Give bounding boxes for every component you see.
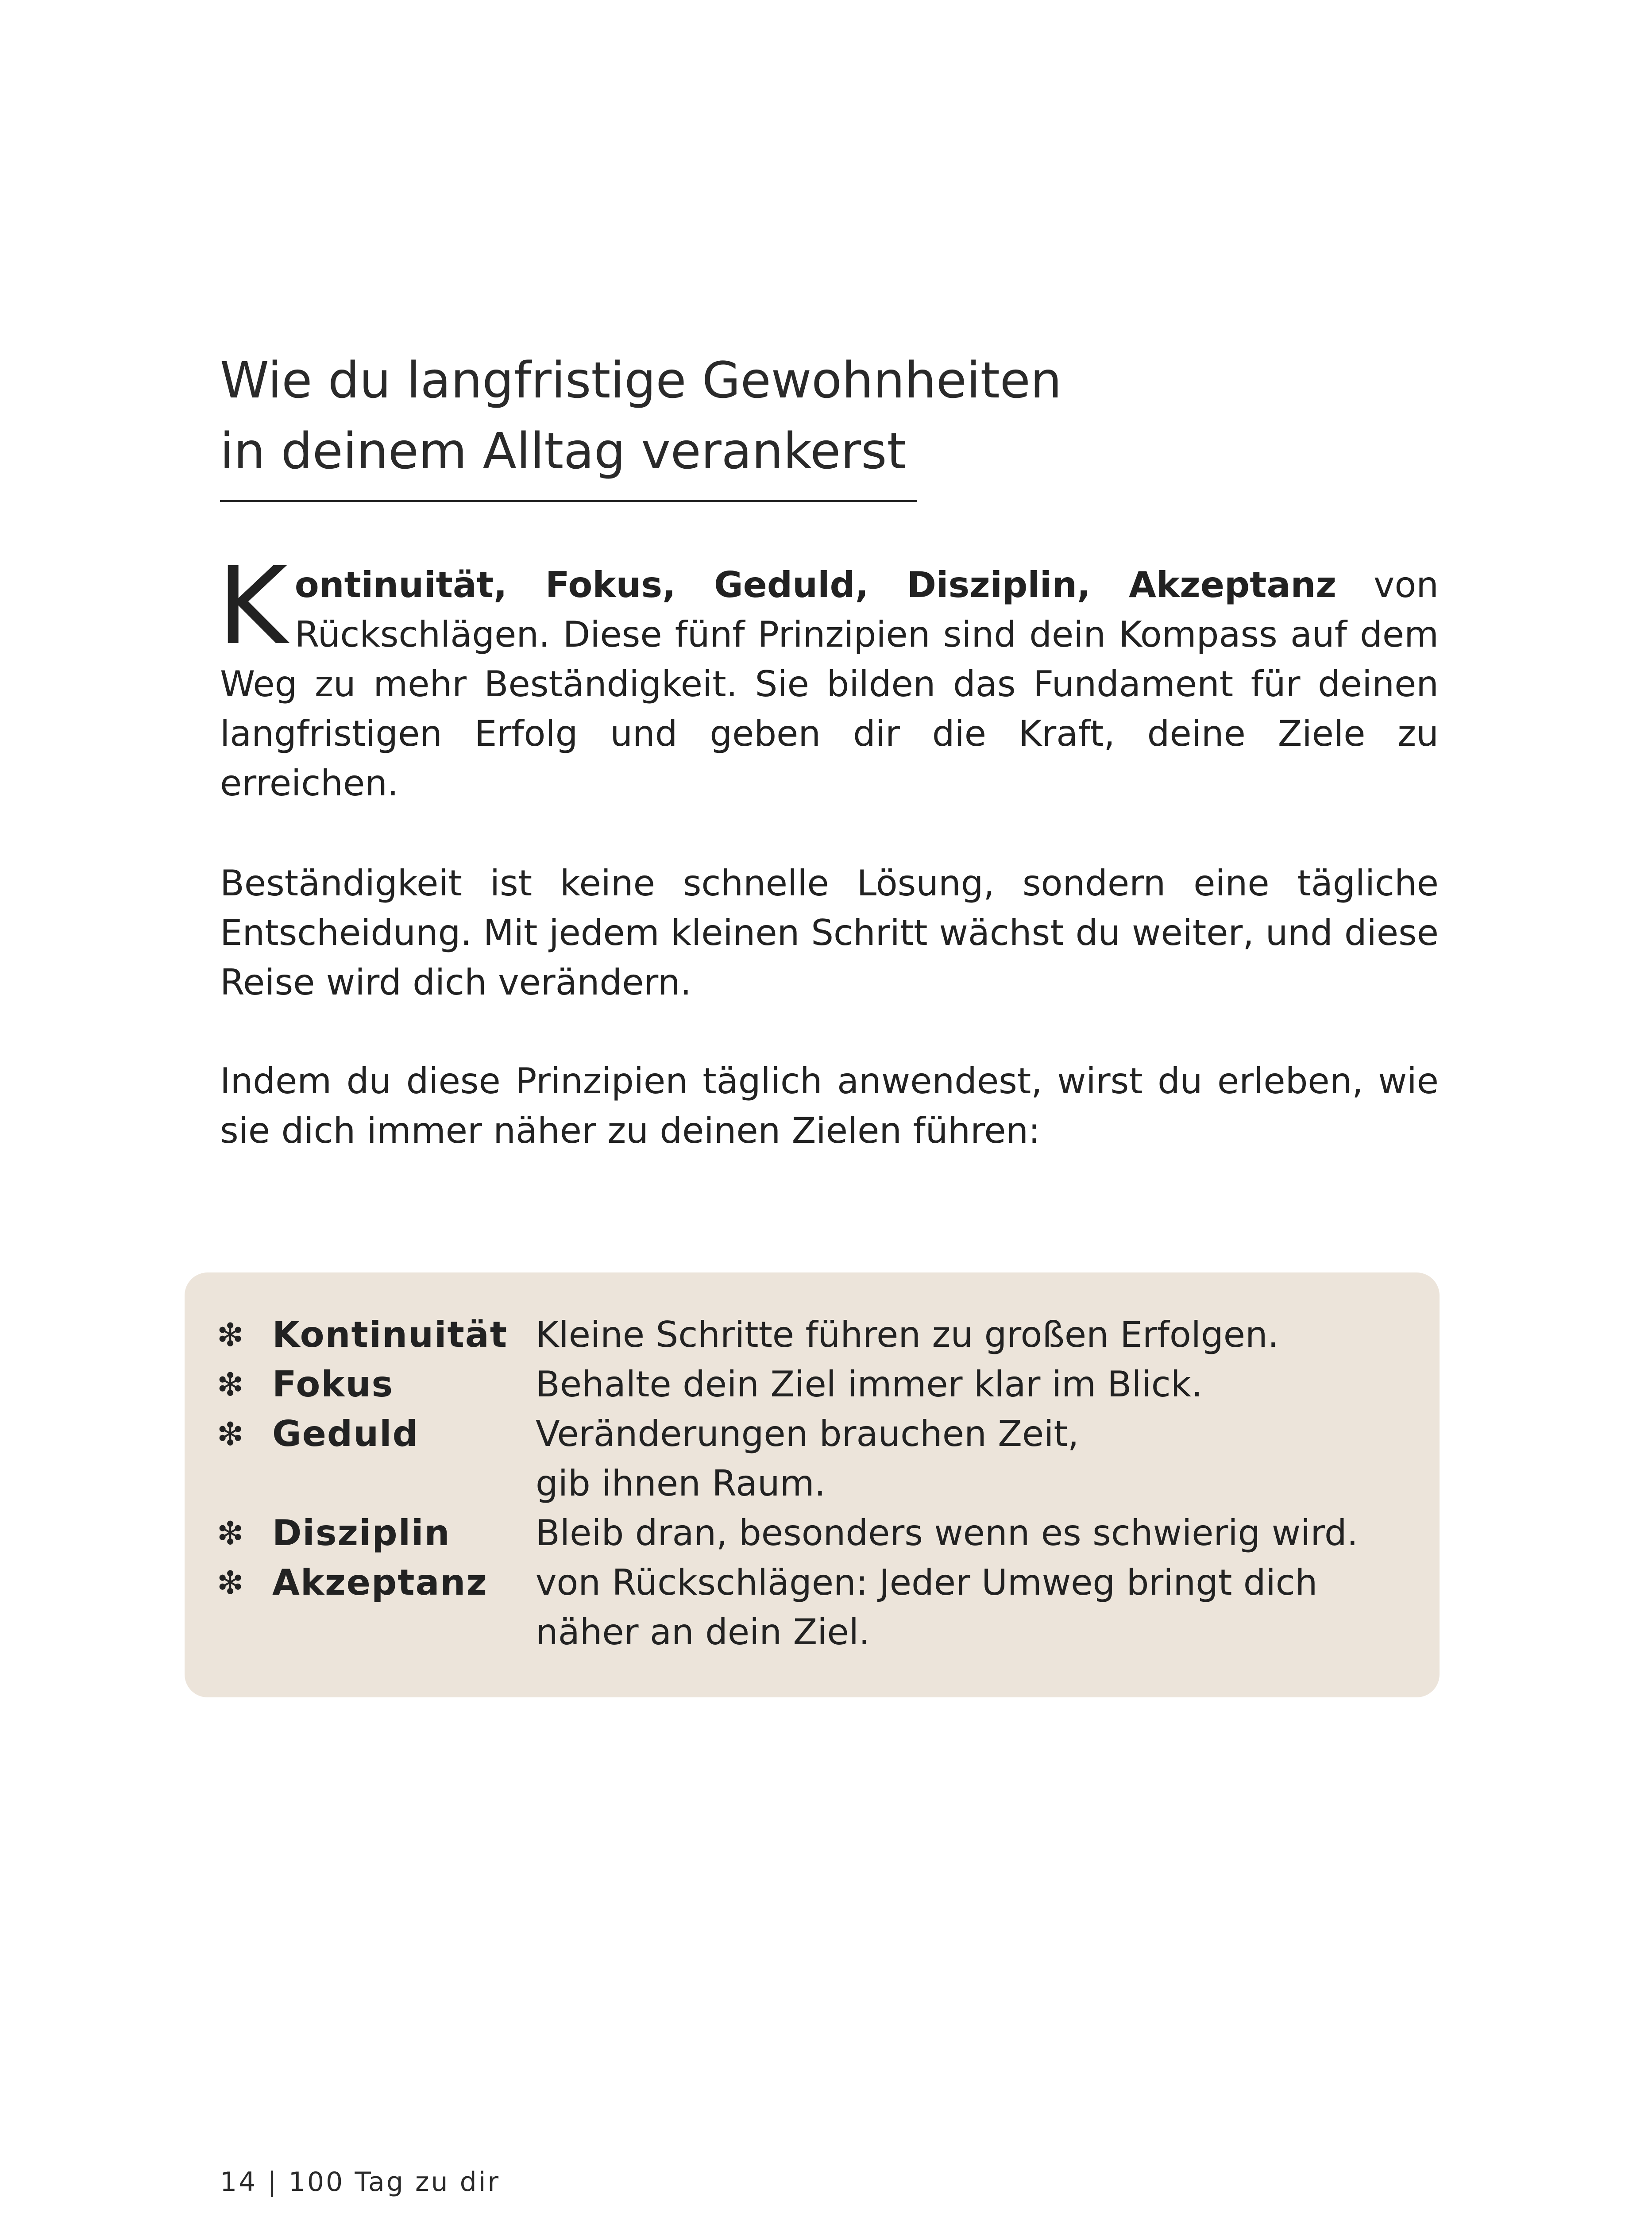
principle-name: Fokus [272,1364,394,1405]
page-number: 14 [220,2167,258,2198]
principle-description-line: gib ihnen Raum. [536,1463,826,1504]
book-title: 100 Tag zu dir [288,2167,500,2198]
heading-divider [220,500,917,502]
asterisk-bullet-icon: ❇ [217,1415,244,1453]
principle-description [536,1508,1421,1558]
principle-name: Geduld [272,1413,419,1454]
asterisk-bullet-icon: ❇ [217,1564,244,1601]
principle-name: Akzeptanz [272,1562,488,1603]
page-footer [220,2164,500,2200]
principle-description-line: näher an dein Ziel. [536,1612,870,1653]
intro-bold-principles: ontinuität, Fokus, Geduld, Disziplin, Akzeptanz [294,564,1336,605]
principle-description [536,1409,1421,1508]
principle-description [536,1558,1421,1657]
asterisk-bullet-icon: ❇ [217,1515,244,1552]
intro-paragraph [217,544,1439,808]
principle-description [536,1310,1421,1360]
principle-description-line: Behalte dein Ziel immer klar im Blick. [536,1364,1203,1405]
footer-separator: | [267,2167,278,2198]
asterisk-bullet-icon: ❇ [217,1316,244,1353]
principle-description [536,1360,1421,1409]
principle-description-line: von Rückschlägen: Jeder Umweg bringt dich [536,1562,1318,1603]
principle-description-line: Kleine Schritte führen zu großen Erfolgen. [536,1314,1279,1355]
principle-description-line: Veränderungen brauchen Zeit, [536,1413,1079,1454]
heading-line-1: Wie du langfristige Gewohnheiten [220,352,1062,409]
intro-text: von Rückschlägen. Diese fünf Prinzipien sind dein Kompass auf dem Weg zu mehr Beständigkeit. Sie bilden das Fundament für deinen langfristigen Erfolg und geben dir die Kraft, deine Ziele zu erreichen. [220,564,1439,804]
principle-name: Kontinuität [272,1314,508,1355]
heading-line-2: in deinem Alltag verankerst [220,423,907,480]
asterisk-bullet-icon: ❇ [217,1366,244,1403]
principle-name: Disziplin [272,1512,451,1554]
page-heading [220,345,1459,487]
paragraph-3: Indem du diese Prinzipien täglich anwendest, wirst du erleben, wie sie dich immer näher zu deinen Zielen führen: [220,1060,1439,1151]
drop-cap: K [217,544,288,669]
principle-description-line: Bleib dran, besonders wenn es schwierig wird. [536,1512,1359,1554]
paragraph-2: Beständigkeit ist keine schnelle Lösung, sondern eine tägliche Entscheidung. Mit jedem kleinen Schritt wächst du weiter, und diese Reise wird dich verändern. [220,863,1439,1003]
